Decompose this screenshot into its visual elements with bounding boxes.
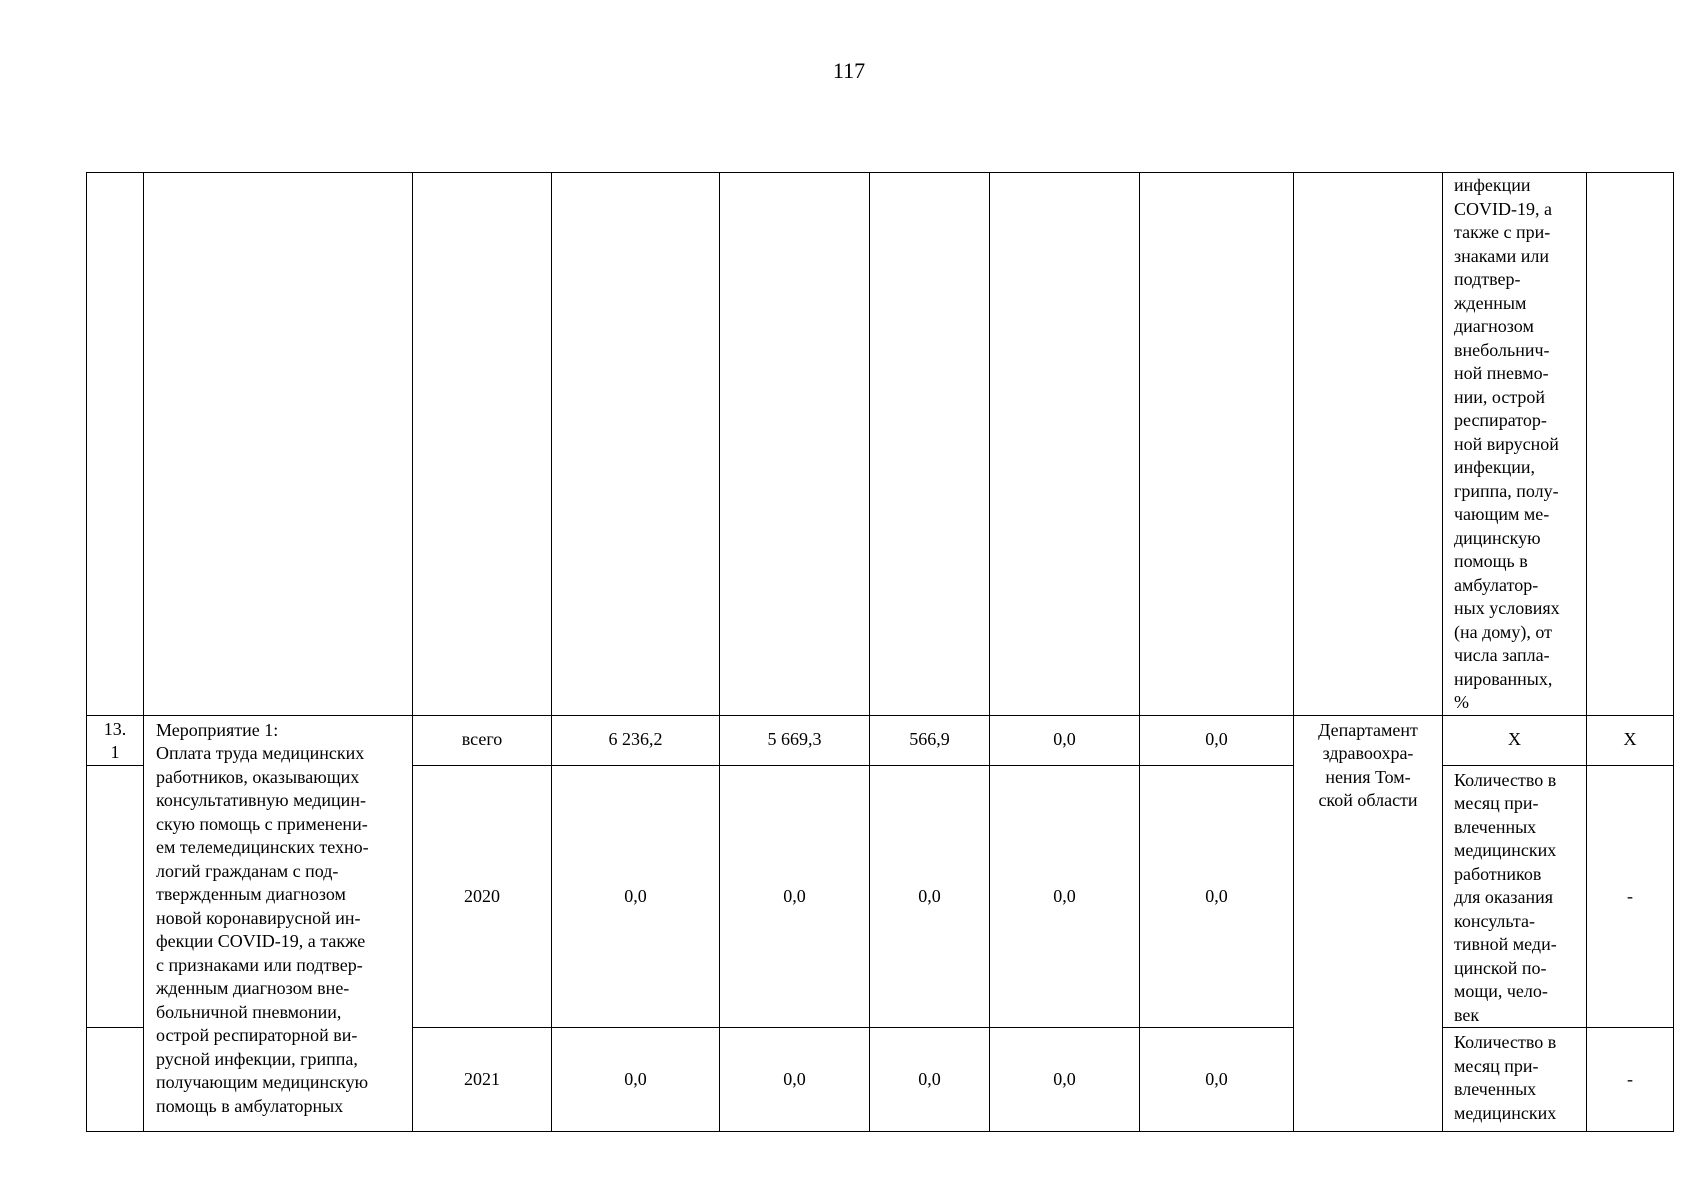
indicator-cell xyxy=(1443,173,1587,716)
value-cell: 0,0 xyxy=(552,765,720,1028)
value-cell: 0,0 xyxy=(870,1028,990,1132)
indicator-value-cell: - xyxy=(1587,1028,1674,1132)
empty-cell xyxy=(87,173,144,716)
empty-cell xyxy=(144,173,413,716)
value-cell: 0,0 xyxy=(1140,1028,1294,1132)
value-cell: 0,0 xyxy=(990,715,1140,765)
event-number-cell xyxy=(87,715,144,765)
empty-cell xyxy=(1294,173,1443,716)
indicator-text: инфекции COVID-19, а также с при- знаками или подтвер- жденным диагнозом внебольнич- ной пневмо- нии, острой респиратор- ной вирусной инфекции, гриппа, полу- чающим ме- дицинскую помощь в амбулатор- ных условиях (на дому), от числа запла- нированных, % xyxy=(1454,175,1560,712)
empty-cell xyxy=(552,173,720,716)
empty-cell xyxy=(1140,173,1294,716)
empty-cell xyxy=(870,173,990,716)
empty-cell xyxy=(720,173,870,716)
executor-text: Департамент здравоохра- нения Том- ской области xyxy=(1318,719,1418,810)
event-name-cell xyxy=(144,715,413,1132)
event-name: Мероприятие 1: Оплата труда медицинских работников, оказывающих консультативную медицин- скую помощь с применени- ем телемедицинских техно- логий гражданам с под- твержденным диагнозом новой коронавирусной ин- фекции COVID-19, а также с признаками или подтвер- жденным диагнозом вне- больничной пневмонии, острой респираторной ви- русной инфекции, гриппа, получающим медицинскую помощь в амбулаторных xyxy=(156,719,369,1116)
period-cell: 2021 xyxy=(413,1028,552,1132)
event-number: 13. 1 xyxy=(103,718,127,762)
executor-cell xyxy=(1294,715,1443,1132)
empty-cell xyxy=(87,765,144,1028)
value-cell: 0,0 xyxy=(720,765,870,1028)
value-cell: 0,0 xyxy=(1140,765,1294,1028)
empty-cell xyxy=(990,173,1140,716)
value-cell: 6 236,2 xyxy=(552,715,720,765)
indicator-cell: X xyxy=(1443,715,1587,765)
value-cell: 566,9 xyxy=(870,715,990,765)
indicator-text: Количество в месяц при- влеченных медицинских работников для оказания консульта- тивной меди- цинской по- мощи, чело- век xyxy=(1454,769,1557,1025)
value-cell: 5 669,3 xyxy=(720,715,870,765)
value-cell: 0,0 xyxy=(552,1028,720,1132)
indicator-cell xyxy=(1443,765,1587,1028)
value-cell: 0,0 xyxy=(870,765,990,1028)
page-number: 117 xyxy=(832,58,866,83)
table-row xyxy=(87,715,1674,765)
value-cell: 0,0 xyxy=(1140,715,1294,765)
continuation-row xyxy=(87,173,1674,716)
empty-cell xyxy=(87,1028,144,1132)
indicator-value-cell: X xyxy=(1587,715,1674,765)
value-cell: 0,0 xyxy=(990,765,1140,1028)
empty-cell xyxy=(413,173,552,716)
period-cell: 2020 xyxy=(413,765,552,1028)
empty-cell xyxy=(1587,173,1674,716)
period-cell: всего xyxy=(413,715,552,765)
value-cell: 0,0 xyxy=(990,1028,1140,1132)
indicator-value-cell: - xyxy=(1587,765,1674,1028)
indicator-cell xyxy=(1443,1028,1587,1132)
value-cell: 0,0 xyxy=(720,1028,870,1132)
program-table xyxy=(86,172,1674,1132)
indicator-text: Количество в месяц при- влеченных медицинских xyxy=(1454,1032,1557,1123)
